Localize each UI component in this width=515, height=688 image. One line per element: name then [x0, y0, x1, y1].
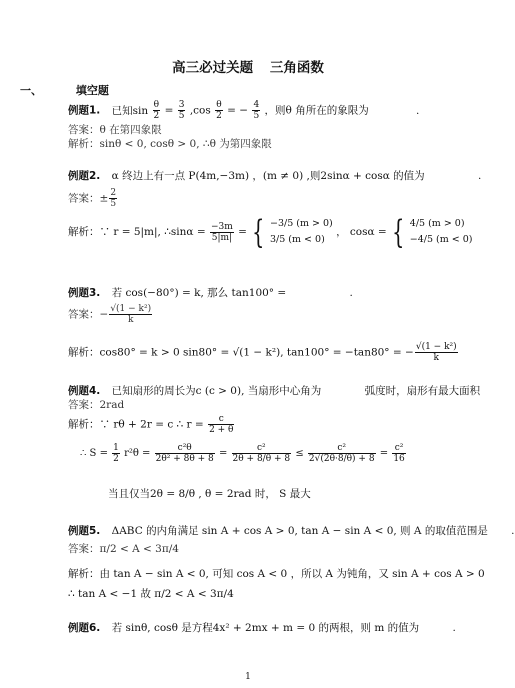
page-title: [0, 56, 496, 76]
example-2-solution: 解析：∵ r = 5|m|, ∴sinα = $\frac{-3m}{5|m|}$ = { −3/5 (m > 0) 3/5 (m < 0) ， cosα = { 4/5 (m > 0) −4/5 (m < 0): [68, 213, 473, 251]
example-3-solution: 解析：cos80° = k > 0 sin80° = √(1 − k²), tan100° = −tan80° = − $\frac{\text{√(1 − k²)}}{k}$: [68, 342, 457, 363]
example-6-question: 例题6. 若 sinθ, cosθ 是方程4x² + 2mx + m = 0 的两根，则 m 的值为 .: [68, 622, 456, 634]
example-label: 例题3.: [68, 287, 101, 299]
example-4-solution-line-2: ∴ S = $\frac{1}{2}$ r²θ = $\frac{\text{c²θ}}{\text{2θ² + 8θ + 8}}$ = $\frac{\text{c²}}{2\theta + 8/\theta + 8}$ ≤ $\frac{\text{c²}}{2√(2\theta\cdot 8/\theta) + 8}$ = $\frac{\text{c²}}{16}$: [80, 443, 405, 464]
example-3-question: 例题3. 若 cos(−80°) = k, 那么 tan100° = .: [68, 287, 353, 299]
section-number: 一、: [20, 84, 42, 97]
example-2-answer: 答案：± $\frac{2}{5}$: [68, 188, 117, 209]
page-number: 1: [245, 672, 251, 682]
example-label: 例题2.: [68, 170, 101, 182]
example-1-answer: 答案：θ 在第四象限: [68, 124, 162, 136]
example-label: 例题6.: [68, 622, 101, 634]
example-label: 例题4.: [68, 385, 101, 397]
section-heading: [20, 82, 109, 98]
example-5-solution-line-1: 解析：由 tan A − sin A < 0, 可知 cos A < 0 ，所以 A 为钝角，又 sin A + cos A > 0: [68, 568, 485, 580]
title-right: 三角函数: [269, 60, 324, 76]
example-1-solution: 解析：sinθ < 0, cosθ > 0, ∴θ 为第四象限: [68, 138, 272, 150]
example-2-question: 例题2. α 终边上有一点 P(4m,−3m) ，(m ≠ 0) ,则2sinα + cosα 的值为 .: [68, 170, 482, 182]
example-3-answer: 答案：− $\frac{\text{√(1 − k²)}}{k}$: [68, 304, 152, 325]
example-5-question: 例题5. ΔABC 的内角满足 sin A + cos A > 0, tan A − sin A < 0, 则 A 的取值范围是 .: [68, 525, 515, 537]
example-4-solution-line-3: 当且仅当2θ = 8/θ , θ = 2rad 时， S 最大: [108, 488, 311, 500]
example-5-solution-line-2: ∴ tan A < −1 故 π/2 < A < 3π/4: [68, 588, 234, 600]
example-4-question: 例题4. 已知扇形的周长为c (c > 0), 当扇形中心角为 弧度时，扇形有最大面积: [68, 385, 481, 397]
example-1-question: 例题1. 已知sin $\frac{\theta}{2}$ = $\frac{3}{5}$ ,cos $\frac{\theta}{2}$ = − $\frac{4}{5}$ ，则θ 角所在的象限为 .: [68, 100, 420, 121]
example-5-answer: 答案：π/2 < A < 3π/4: [68, 543, 179, 555]
section-label: 填空题: [75, 84, 109, 97]
example-4-answer: 答案：2rad: [68, 399, 125, 411]
title-left: 高三必过关题: [172, 60, 254, 76]
example-label: 例题5.: [68, 525, 101, 537]
example-label: 例题1.: [68, 104, 101, 117]
example-4-solution-line-1: 解析：∵ rθ + 2r = c ∴ r = $\frac{c}{2 + \theta}$: [68, 414, 234, 435]
